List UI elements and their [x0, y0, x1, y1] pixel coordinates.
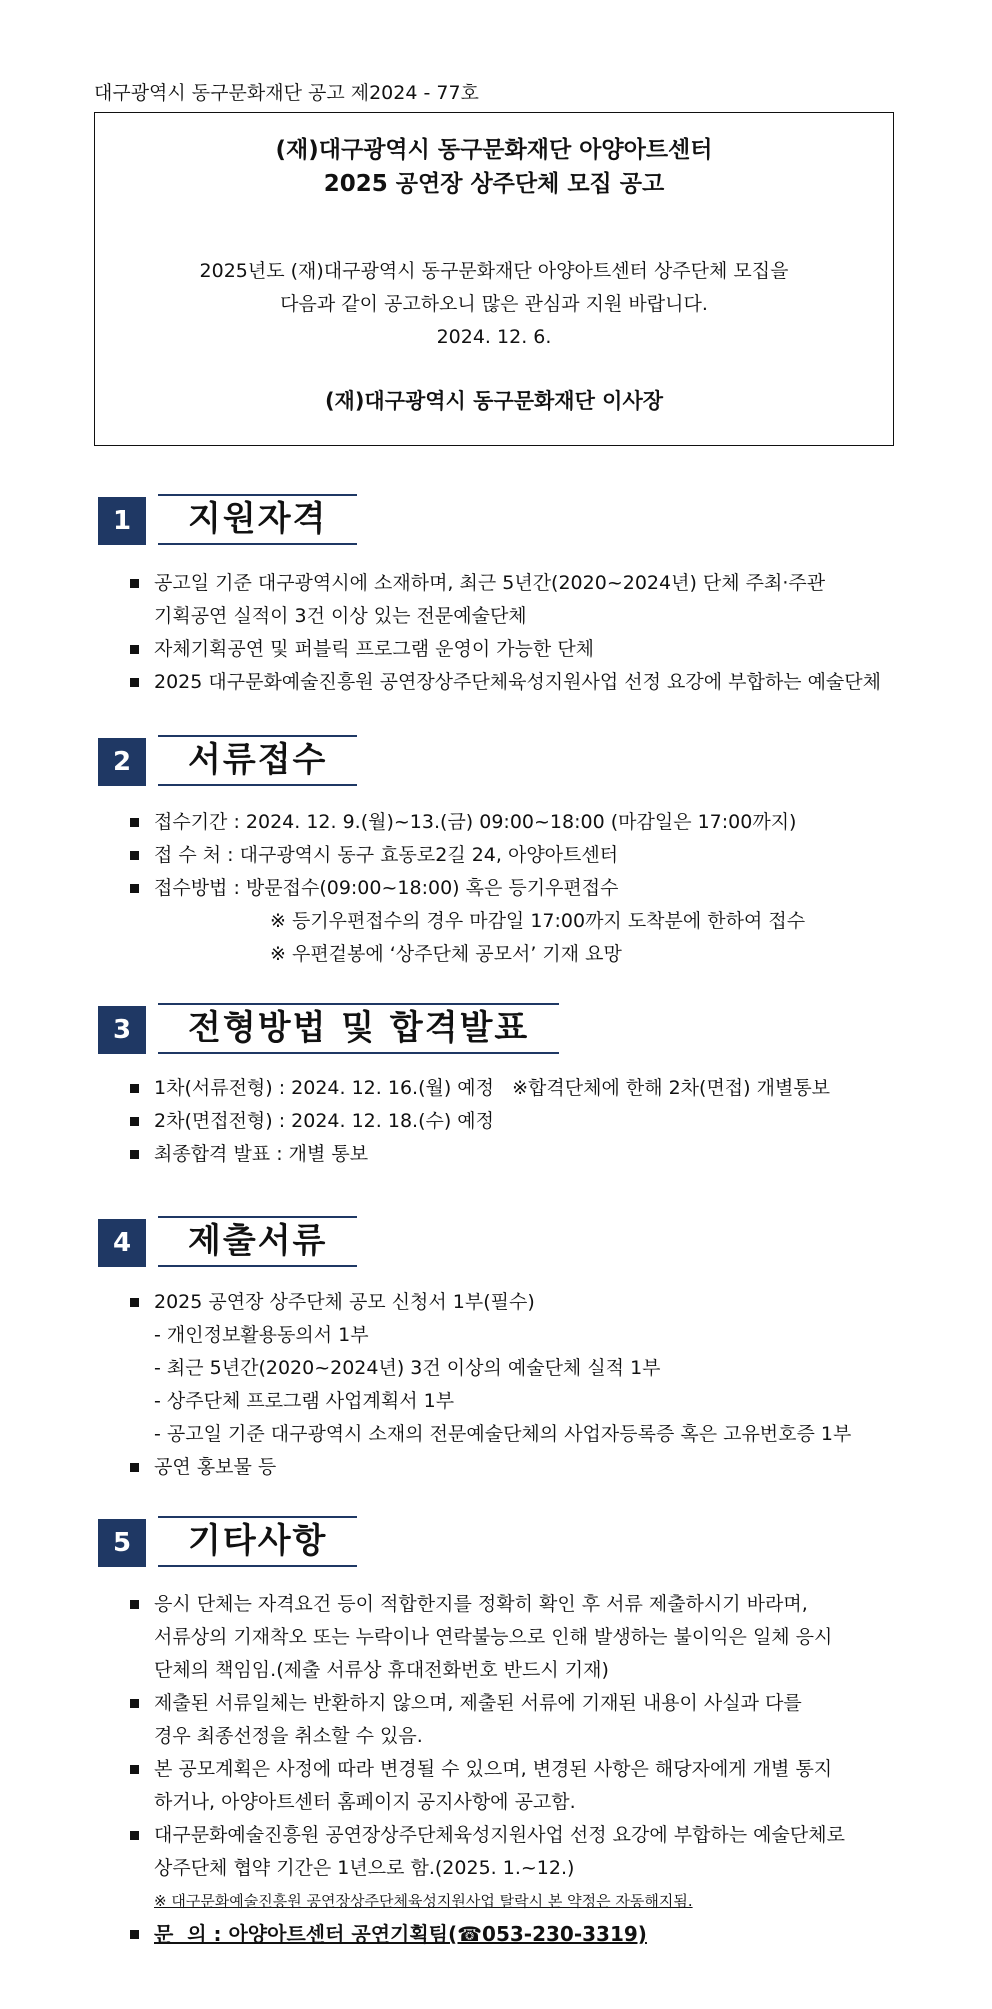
- contact-item: [130, 1918, 905, 1952]
- section-number: 5: [98, 1519, 146, 1567]
- list-item: 최종합격 발표 : 개별 통보: [130, 1138, 905, 1171]
- list-item: 공고일 기준 대구광역시에 소재하며, 최근 5년간(2020~2024년) 단체 주최·주관: [130, 567, 905, 600]
- bullet-icon: [130, 851, 139, 860]
- termination-note: ※ 대구문화예술진흥원 공연장상주단체육성지원사업 탈락시 본 약정은 자동해지됨.: [154, 1892, 693, 1910]
- bullet-icon: [130, 1831, 139, 1840]
- section-title: 기타사항: [158, 1516, 357, 1567]
- section-3-list: [130, 1072, 905, 1171]
- bullet-icon: [130, 1298, 139, 1307]
- list-item-continued: 기획공연 실적이 3건 이상 있는 전문예술단체: [154, 605, 527, 627]
- list-item-continued: 하거나, 아양아트센터 홈페이지 공지사항에 공고함.: [154, 1791, 576, 1813]
- section-1-list: [130, 567, 905, 699]
- section-4-list: [130, 1286, 905, 1484]
- bullet-icon: [130, 1463, 139, 1472]
- contact-text: 문 의 : 아양아트센터 공연기획팀(☎053-230-3319): [154, 1922, 647, 1946]
- header-body-line-2: 다음과 같이 공고하오니 많은 관심과 지원 바랍니다.: [280, 293, 708, 315]
- list-item: 1차(서류전형) : 2024. 12. 16.(월) 예정 ※합격단체에 한해 2차(면접) 개별통보: [130, 1072, 905, 1105]
- bullet-icon: [130, 579, 139, 588]
- sub-item: - 최근 5년간(2020~2024년) 3건 이상의 예술단체 실적 1부: [154, 1357, 661, 1379]
- list-item-continued: 서류상의 기재착오 또는 누락이나 연락불능으로 인해 발생하는 불이익은 일체 응시: [154, 1626, 833, 1648]
- section-2-list: [130, 806, 905, 971]
- section-number: 3: [98, 1006, 146, 1054]
- list-item: 접수방법 : 방문접수(09:00~18:00) 혹은 등기우편접수: [130, 872, 905, 905]
- list-item: 공연 홍보물 등: [130, 1451, 905, 1484]
- list-item: 접수기간 : 2024. 12. 9.(월)~13.(금) 09:00~18:00 (마감일은 17:00까지): [130, 806, 905, 839]
- note-item: ※ 우편겉봉에 ‘상주단체 공모서’ 기재 요망: [270, 943, 622, 965]
- notice-number: 대구광역시 동구문화재단 공고 제2024 - 77호: [94, 82, 479, 104]
- bullet-icon: [130, 1084, 139, 1093]
- list-item: 2025 대구문화예술진흥원 공연장상주단체육성지원사업 선정 요강에 부합하는 예술단체: [130, 666, 905, 699]
- list-item: 2025 공연장 상주단체 공모 신청서 1부(필수): [130, 1286, 905, 1319]
- sub-item: - 상주단체 프로그램 사업계획서 1부: [154, 1390, 455, 1412]
- bullet-icon: [130, 1600, 139, 1609]
- section-5-list: [130, 1588, 905, 1952]
- sub-item: - 개인정보활용동의서 1부: [154, 1324, 369, 1346]
- header-body-line-1: 2025년도 (재)대구광역시 동구문화재단 아양아트센터 상주단체 모집을: [199, 260, 789, 282]
- note-item: ※ 등기우편접수의 경우 마감일 17:00까지 도착분에 한하여 접수: [270, 910, 806, 932]
- section-title: 전형방법 및 합격발표: [158, 1003, 559, 1054]
- section-number: 2: [98, 738, 146, 786]
- list-item-continued: 경우 최종선정을 취소할 수 있음.: [154, 1725, 423, 1747]
- bullet-icon: [130, 1699, 139, 1708]
- section-title: 지원자격: [158, 494, 357, 545]
- header-title-1: (재)대구광역시 동구문화재단 아양아트센터: [275, 137, 713, 163]
- section-title: 서류접수: [158, 735, 357, 786]
- list-item: 자체기획공연 및 퍼블릭 프로그램 운영이 가능한 단체: [130, 633, 905, 666]
- sub-item: - 공고일 기준 대구광역시 소재의 전문예술단체의 사업자등록증 혹은 고유번호증 1부: [154, 1423, 852, 1445]
- bullet-icon: [130, 678, 139, 687]
- list-item: 제출된 서류일체는 반환하지 않으며, 제출된 서류에 기재된 내용이 사실과 다를: [130, 1687, 905, 1720]
- bullet-icon: [130, 645, 139, 654]
- header-date: 2024. 12. 6.: [436, 326, 552, 348]
- list-item-continued: 단체의 책임임.(제출 서류상 휴대전화번호 반드시 기재): [154, 1659, 609, 1681]
- bullet-icon: [130, 818, 139, 827]
- section-title: 제출서류: [158, 1216, 357, 1267]
- section-number: 4: [98, 1219, 146, 1267]
- bullet-icon: [130, 1765, 139, 1774]
- section-number: 1: [98, 497, 146, 545]
- list-item: 접 수 처 : 대구광역시 동구 효동로2길 24, 아양아트센터: [130, 839, 905, 872]
- list-item-continued: 상주단체 협약 기간은 1년으로 함.(2025. 1.~12.): [154, 1857, 575, 1879]
- bullet-icon: [130, 1930, 139, 1939]
- header-title-2: 2025 공연장 상주단체 모집 공고: [323, 171, 665, 197]
- bullet-icon: [130, 1150, 139, 1159]
- bullet-icon: [130, 1117, 139, 1126]
- header-signature: (재)대구광역시 동구문화재단 이사장: [324, 389, 664, 413]
- list-item: 응시 단체는 자격요건 등이 적합한지를 정확히 확인 후 서류 제출하시기 바라며,: [130, 1588, 905, 1621]
- list-item: 2차(면접전형) : 2024. 12. 18.(수) 예정: [130, 1105, 905, 1138]
- list-item: 대구문화예술진흥원 공연장상주단체육성지원사업 선정 요강에 부합하는 예술단체로: [130, 1819, 905, 1852]
- bullet-icon: [130, 884, 139, 893]
- announcement-header-box: [94, 112, 894, 446]
- list-item: 본 공모계획은 사정에 따라 변경될 수 있으며, 변경된 사항은 해당자에게 개별 통지: [130, 1753, 905, 1786]
